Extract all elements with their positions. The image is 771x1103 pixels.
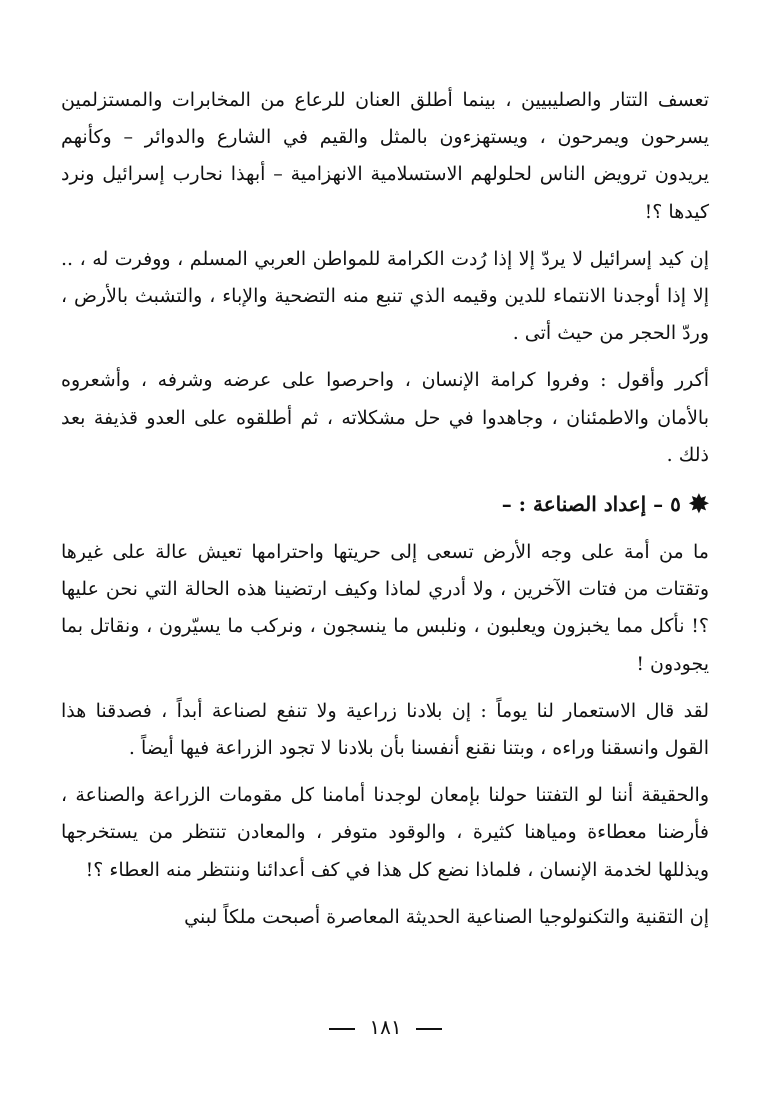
section-heading — [61, 484, 709, 524]
paragraph-5: لقد قال الاستعمار لنا يوماً : إن بلادنا زراعية ولا تنفع لصناعة أبداً ، فصدقنا هذا القول وانسقنا وراءه ، وبتنا نقنع أنفسنا بأن بلادنا لا تجود الزراعة فيها أيضاً . — [61, 699, 709, 760]
page-footer — [0, 1015, 771, 1039]
footer-dash-left — [329, 1028, 355, 1030]
paragraph-1: تعسف التتار والصليبيين ، بينما أطلق العنان للرعاع من المخابرات والمستزلمين يسرحون ويمرحون ، ويستهزءون بالمثل والقيم في الشارع والدوائر – وكأنهم يريدون ترويض الناس لحلولهم الاستسلامية الانهزامية – أبهذا نحارب إسرائيل ونرد كيدها ؟! — [61, 89, 709, 223]
paragraph-2: إن كيد إسرائيل لا يردّ إلا إذا رُدت الكرامة للمواطن العربي المسلم ، ووفرت له ، .. إلا إذا أوجدنا الانتماء للدين وقيمه الذي تنبع منه التضحية والإباء ، والتشبث بالأرض ، وردّ الحجر من حيث أتى . — [61, 247, 709, 345]
star-icon: ✸ — [688, 489, 709, 519]
page-body — [61, 62, 709, 946]
section-heading-text: ٥ – إعداد الصناعة : – — [501, 492, 681, 517]
page-number: ١٨١ — [369, 1015, 402, 1039]
paragraph-7: إن التقنية والتكنولوجيا الصناعية الحديثة المعاصرة أصبحت ملكاً لبني — [184, 905, 709, 928]
paragraph-6: والحقيقة أننا لو التفتنا حولنا بإمعان لوجدنا أمامنا كل مقومات الزراعة والصناعة ، فأرضنا معطاءة ومياهنا كثيرة ، والوقود متوفر ، والمعادن تنتظر من يستخرجها ويذللها لخدمة الإنسان ، فلماذا نضع كل هذا في كف أعدائنا وننتظر منه العطاء ؟! — [61, 784, 709, 881]
paragraph-3: أكرر وأقول : وفروا كرامة الإنسان ، واحرصوا على عرضه وشرفه ، وأشعروه بالأمان والاطمئنان ، وجاهدوا في حل مشكلاته ، ثم أطلقوه على العدو قذيفة بعد ذلك . — [61, 369, 709, 466]
footer-dash-right — [416, 1028, 442, 1030]
paragraph-4: ما من أمة على وجه الأرض تسعى إلى حريتها واحترامها تعيش عالة على غيرها وتقتات من فتات الآخرين ، ولا أدري لماذا وكيف ارتضينا هذه الحالة التي نحن عليها ؟! نأكل مما يخبزون ويعلبون ، ونلبس ما ينسجون ، ونركب ما يسيّرون ، ونقاتل بما يجودون ! — [61, 541, 709, 675]
